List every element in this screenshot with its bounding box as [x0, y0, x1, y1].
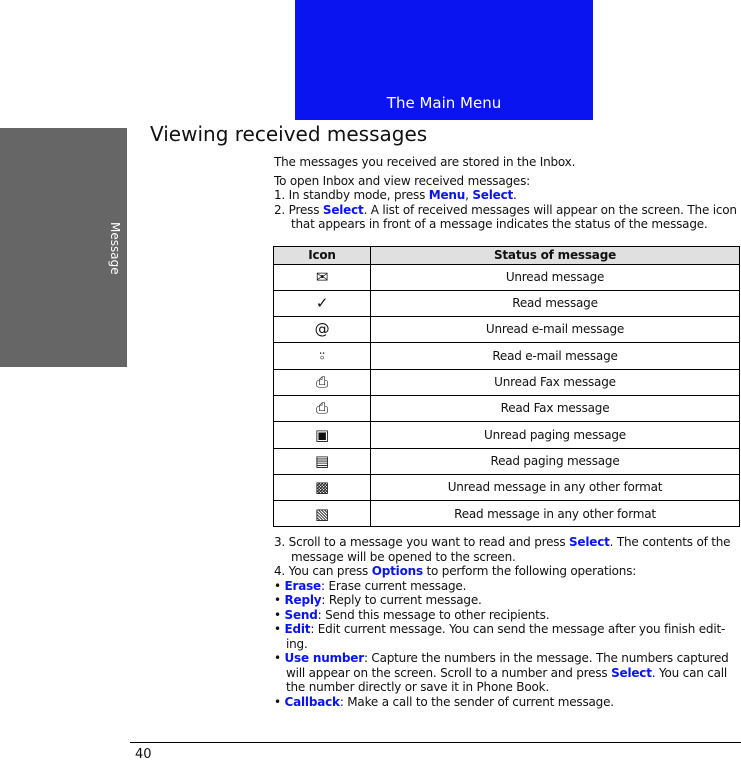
read-message-icon: ✓: [315, 294, 329, 313]
option-item: • Erase: Erase current message.: [274, 578, 467, 593]
table-row: [274, 501, 740, 527]
column-header: Icon: [274, 246, 371, 264]
option-desc: . You can call the number directly or save it in Phone Book.: [286, 665, 728, 695]
status-cell: Read paging message: [371, 448, 740, 474]
key-select: Select: [568, 535, 610, 550]
column-header: Status of message: [371, 246, 740, 264]
status-cell: Read e-mail message: [371, 343, 740, 369]
unread-message-icon: ✉: [315, 267, 329, 286]
option-item: • Edit: Edit current message. You can send the message after you finish edit-ing.: [274, 622, 726, 651]
text: 4. You can press: [274, 564, 372, 579]
section-tab-label: Message: [108, 222, 122, 275]
option-item: • Send: Send this message to other recipients.: [274, 607, 550, 622]
status-cell: Read Fax message: [371, 395, 740, 421]
option-key: Callback: [284, 694, 340, 709]
option-desc: : Edit current message. You can send the message after you finish edit-ing.: [286, 622, 726, 651]
text: . The contents of the message will be opened to the screen.: [291, 535, 731, 564]
unread-other-format-icon: ▩: [315, 478, 329, 497]
table-row: [274, 317, 740, 343]
key-select: Select: [322, 202, 364, 217]
unread-email-icon: @: [314, 320, 330, 339]
table-row: [274, 448, 740, 474]
table-row: [274, 395, 740, 421]
step-1: [274, 188, 740, 203]
key-select: Select: [611, 665, 652, 680]
status-cell: Unread paging message: [371, 422, 740, 448]
status-cell: Read message in any other format: [371, 501, 740, 527]
step-4: [274, 564, 740, 579]
table-row: [274, 264, 740, 290]
text: .: [513, 188, 517, 202]
option-key: Reply: [284, 593, 322, 608]
chapter-header: [295, 0, 593, 120]
option-desc: : Reply to current message.: [321, 593, 482, 608]
option-key: Send: [284, 607, 318, 622]
text: 1. In standby mode, press: [274, 188, 429, 202]
status-cell: Unread Fax message: [371, 369, 740, 395]
table-row: [274, 290, 740, 316]
option-key: Edit: [284, 622, 311, 637]
option-desc: : Erase current message.: [321, 578, 467, 593]
option-key: Erase: [284, 578, 321, 593]
text: to perform the following operations:: [422, 564, 637, 579]
status-cell: Unread message: [371, 264, 740, 290]
table-row: [274, 369, 740, 395]
text: . A list of received messages will appear on the screen. The icon that appears in front of a message indicates the status of the message.: [291, 202, 737, 231]
message-status-table: [273, 246, 740, 528]
table-row: [274, 422, 740, 448]
chapter-title: The Main Menu: [386, 94, 502, 112]
option-desc: : Make a call to the sender of current message.: [339, 694, 614, 709]
text: ,: [465, 188, 473, 202]
read-fax-icon: ⎙: [316, 399, 328, 418]
option-desc: : Capture the numbers in the message. The numbers captured will appear on the screen. Scroll to a number and press: [286, 651, 729, 680]
option-desc: : Send this message to other recipients.: [317, 607, 550, 622]
key-menu: Menu: [428, 188, 466, 202]
table-row: [274, 343, 740, 369]
unread-paging-icon: ▣: [315, 425, 329, 444]
body-text: [274, 155, 740, 709]
status-cell: Unread message in any other format: [371, 474, 740, 500]
unread-fax-icon: ⎙: [316, 373, 328, 392]
options-list: [274, 579, 740, 710]
key-select: Select: [472, 188, 514, 202]
read-email-icon: ⍤: [317, 346, 327, 365]
option-key: Use number: [284, 651, 364, 666]
option-item: • Reply: Reply to current message.: [274, 593, 482, 608]
text: 2. Press: [274, 202, 323, 217]
step-2: [274, 203, 740, 232]
intro-text: To open Inbox and view received messages:: [274, 173, 531, 188]
text: 3. Scroll to a message you want to read and press: [274, 535, 569, 550]
status-cell: Unread e-mail message: [371, 317, 740, 343]
option-item: • Use number: Capture the numbers in the message. The numbers captured will appear on the screen. Scroll to a number and press Select. You can call the number directly or save it in Phone Book.: [274, 651, 729, 695]
step-3: [274, 535, 740, 564]
intro-text: The messages you received are stored in the Inbox.: [274, 155, 576, 169]
read-paging-icon: ▤: [315, 451, 329, 470]
page-title: Viewing received messages: [150, 122, 428, 146]
page-number: 40: [135, 747, 152, 762]
option-item: • Callback: Make a call to the sender of current message.: [274, 694, 614, 709]
status-cell: Read message: [371, 290, 740, 316]
footer-rule: [130, 742, 741, 743]
table-row: [274, 474, 740, 500]
read-other-format-icon: ▧: [315, 504, 329, 523]
key-options: Options: [371, 564, 423, 579]
